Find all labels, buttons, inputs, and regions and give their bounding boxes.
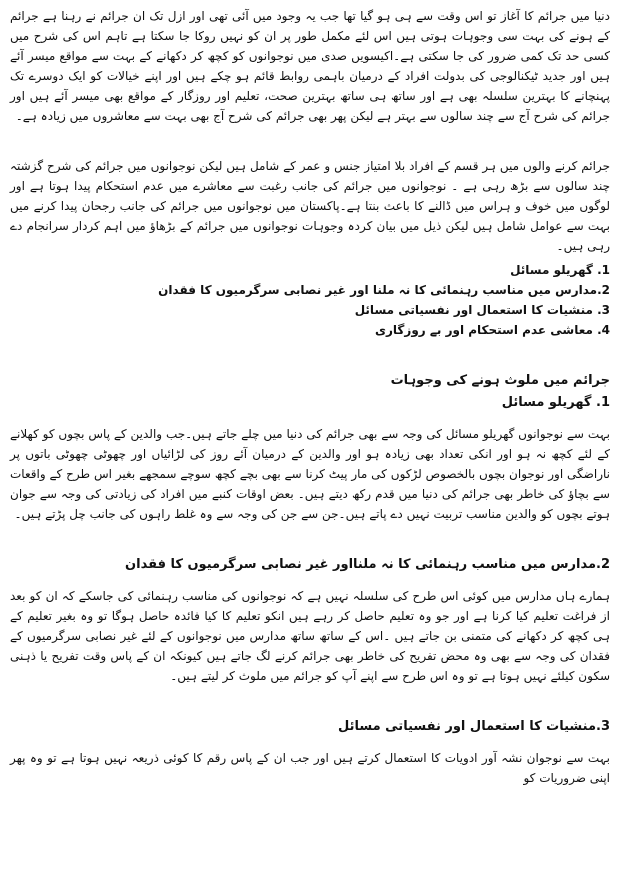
spacer [10, 340, 610, 370]
subsection-body-2: ہمارے ہاں مدارس میں کوئی اس طرح کی سلسلہ نہیں ہے کہ نوجوانوں کی مناسب رہنمائی کی جاسکے کہ ان کو بعد از فراغت تعلیم کیا کرنا ہے اور جو وہ تعلیم حاصل کر رہے ہیں انکو تعلیم کا کیا فائدہ حاصل ہوگا تو وہ بغیر تعلیم کے ہی کچھ کر دکھانے کی متمنی بن جاتے ہیں ۔اس کے ساتھ ساتھ مدارس میں نوجوانوں کے لئے غیر نصابی سرگرمیوں کے فقدان کی وجہ سے بھی وہ محض تفریح کی خاطر بھی جرائم کرنے لگ جاتے ہیں کیونکہ ان کے پاس وقت تفریح یا ذہنی سکون کیلئے نہیں ہوتا ہے تو وہ اس طرح سے اپنے آپ کو جرائم میں ملوث کر لیتے ہیں۔ [10, 589, 610, 683]
spacer [10, 126, 610, 156]
section-heading: جرائم میں ملوث ہونے کی وجوہات [390, 373, 610, 388]
reasons-list [10, 260, 610, 340]
list-item: 3. منشیات کا استعمال اور نفسیاتی مسائل [354, 303, 610, 317]
intro-paragraph-1: دنیا میں جرائم کا آغاز تو اس وقت سے ہی ہو گیا تھا جب یہ وجود میں آئی تھی اور ازل تک ان جرائم نے رہنا ہے جرائم کے ہونے کی بہت سی وجوہات ہوتی ہیں اس لئے مکمل طور پر ان کو نہیں روکا جا سکتا ہے تاہم اس کی شرح میں کسی حد تک کمی ضرور کی جا سکتی ہے۔اکیسویں صدی میں نوجوانوں کو کچھ کر دکھانے کے بہت سے مواقع میسر آئے ہیں اور جدید ٹیکنالوجی کی بدولت افراد کے درمیان باہمی روابط قائم ہو چکے ہیں اور اپنے خیالات کو ایک دوسرے تک پہنچانے کا بہترین سلسلہ بھی ہے اور ساتھ ہی ساتھ بہترین صحت، تعلیم اور روزگار کے مواقع بھی میسر آئے ہیں اور جرائم کی شرح آج سے چند سالوں سے بہتر ہے لیکن پھر بھی جرائم کی شرح آج بھی بہت سے معاشروں میں زیادہ ہے۔ [10, 9, 610, 123]
intro-paragraph-2: جرائم کرنے والوں میں ہر قسم کے افراد بلا امتیاز جنس و عمر کے شامل ہیں لیکن نوجوانوں میں جرائم کی شرح گزشتہ چند سالوں سے بڑھ رہی ہے ۔ نوجوانوں میں جرائم کی جانب رغبت سے معاشرے میں عدم استحکام پیدا ہوتا ہے اور لوگوں میں خوف و ہراس میں ڈالنے کا باعث بنتا ہے۔پاکستان میں نوجوانوں میں جرائم کی جانب رجحان پیدا کرنے میں بہت سے عوامل شامل ہیں لیکن ذیل میں بیان کردہ وجوہات نوجوانوں میں جرائم کے بڑھاؤ میں اہم کردار سرانجام دے رہی ہیں۔ [10, 159, 610, 253]
spacer [10, 414, 610, 424]
list-item: 2.مدارس میں مناسب رہنمائی کا نہ ملنا اور غیر نصابی سرگرمیوں کا فقدان [158, 283, 610, 297]
subsection-body-1: بہت سے نوجوانوں گھریلو مسائل کی وجہ سے بھی جرائم کی دنیا میں چلے جاتے ہیں۔جب والدین کے پاس بچوں کو کھلانے کے لئے کچھ نہ ہو اور انکی تعداد بھی زیادہ ہو اور والدین کے درمیان آئے روز کی لڑائیاں اور چھوٹی چھوٹی باتوں پر ناراضگی اور نوجوان بچوں بالخصوص لڑکوں کی مار پیٹ کرنا سے بھی بچے کچھ سوچے سمجھے بغیر اس طرح کے واقعات سے بچاؤ کی خاطر بھی جرائم کی دنیا میں قدم رکھ دیتے ہیں۔ بعض اوقات کنبے میں افراد کی زیادتی کی وجہ سے جوان ہوتے بچوں کو والدین مناسب تربیت نہیں دے پاتے ہیں۔جن سے جن کی وجہ سے وہ غلط راہوں کی جانب چل پڑتے ہیں۔ [10, 427, 610, 521]
spacer [10, 576, 610, 586]
spacer [10, 738, 610, 748]
spacer [10, 524, 610, 554]
subsection-title-3: 3.منشیات کا استعمال اور نفسیاتی مسائل [337, 719, 610, 734]
spacer [10, 686, 610, 716]
subsection-body-3: بہت سے نوجوان نشہ آور ادویات کا استعمال کرتے ہیں اور جب ان کے پاس رقم کا کوئی ذریعہ نہیں ہوتا ہے تو وہ پھر اپنی ضروریات کو [10, 751, 610, 785]
list-item: 4. معاشی عدم استحکام اور بے روزگاری [375, 323, 610, 337]
subsection-title-1: 1. گھریلو مسائل [501, 395, 610, 410]
subsection-title-2: 2.مدارس میں مناسب رہنمائی کا نہ ملنااور غیر نصابی سرگرمیوں کا فقدان [125, 557, 610, 572]
list-item: 1. گھریلو مسائل [510, 263, 610, 277]
